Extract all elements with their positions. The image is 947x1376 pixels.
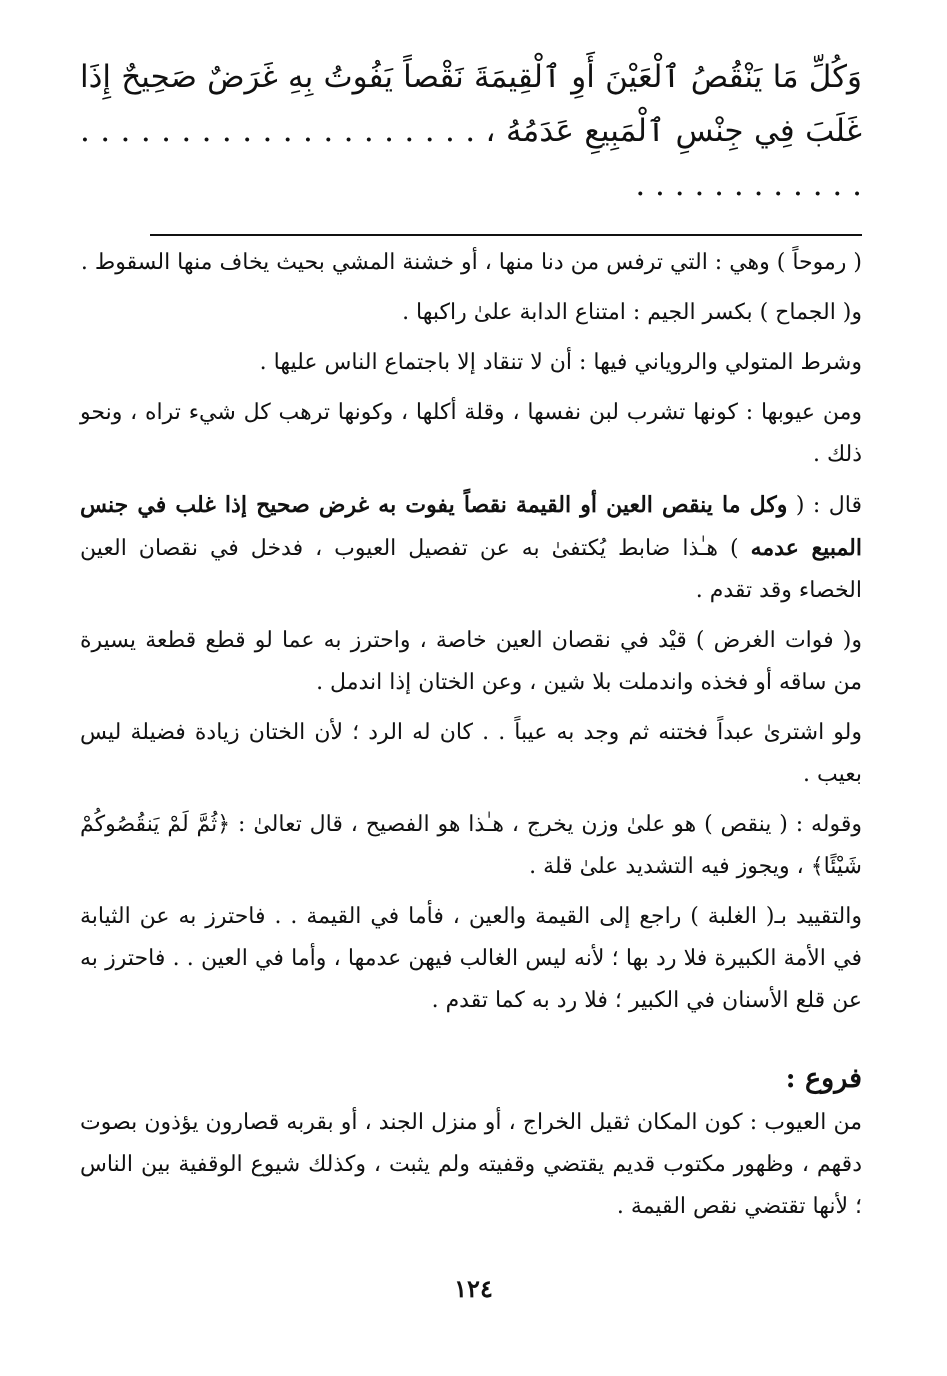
paragraph-5-explanation: ) هـٰذا ضابط يُكتفىٰ به عن تفصيل العيوب ، فدخل في نقصان العين الخصاء وقد تقدم .	[80, 536, 862, 603]
quran-verse: ﴿ثُمَّ لَمْ يَنقُصُوكُمْ شَيْئًا﴾	[80, 812, 862, 879]
page-body	[80, 50, 862, 1236]
paragraph-8-ending: ، ويجوز فيه التشديد علىٰ قلة .	[529, 854, 811, 879]
quoted-main-text: وكل ما ينقص العين أو القيمة نقصاً يفوت به غرض صحيح إذا غلب في جنس المبيع عدمه	[80, 492, 862, 561]
commentary-paragraph-8	[80, 804, 862, 888]
main-text-dots: . . . . . . . . . . . . . . . . . . . . . . . . . . . . . . . .	[80, 113, 862, 203]
commentary-paragraph-5	[80, 484, 862, 612]
commentary-paragraph-6: و( فوات الغرض ) قيْد في نقصان العين خاصة ، واحترز به عما لو قطع قطعة يسيرة من ساقه أو فخذه واندملت بلا شين ، وعن الختان إذا اندمل .	[80, 628, 862, 695]
main-text-content: وَكُلِّ مَا يَنْقُصُ ٱلْعَيْنَ أَوِ ٱلْقِيمَةَ نَقْصاً يَفُوتُ بِهِ غَرَضٌ صَحِيحٌ إِذَا غَلَبَ فِي جِنْسِ ٱلْمَبِيعِ عَدَمُهُ ،	[80, 59, 863, 149]
commentary-paragraph-7: ولو اشترىٰ عبداً فختنه ثم وجد به عيباً . . كان له الرد ؛ لأن الختان زيادة فضيلة ليس بعيب .	[80, 720, 862, 787]
commentary-paragraph-2: و( الجماح ) بكسر الجيم : امتناع الدابة علىٰ راكبها .	[402, 300, 862, 325]
branches-heading: فروع :	[785, 1063, 862, 1094]
paragraph-8-intro: وقوله : ( ينقص ) هو علىٰ وزن يخرج ، هـٰذا هو الفصيح ، قال تعالىٰ :	[230, 812, 862, 837]
commentary-paragraph-4: ومن عيوبها : كونها تشرب لبن نفسها ، وقلة أكلها ، وكونها ترهب كل شيء تراه ، ونحو ذلك .	[80, 400, 862, 467]
commentary-paragraph-1: ( رموحاً ) وهي : التي ترفس من دنا منها ، أو خشنة المشي بحيث يخاف منها السقوط .	[80, 250, 862, 275]
commentary-separator	[150, 234, 862, 236]
main-text	[80, 50, 862, 212]
commentary-paragraph-3: وشرط المتولي والروياني فيها : أن لا تنقاد إلا باجتماع الناس عليها .	[259, 350, 862, 375]
branches-paragraph: من العيوب : كون المكان ثقيل الخراج ، أو منزل الجند ، أو بقربه قصارون يؤذون بصوت دقهم ، وظهور مكتوب قديم يقتضي وقفيته ولم يثبت ، وكذلك شيوع الوقفية بين الناس ؛ لأنها تقتضي نقص القيمة .	[80, 1110, 862, 1219]
page-number: ١٢٤	[454, 1274, 493, 1303]
commentary-paragraph-9: والتقييد بـ( الغلبة ) راجع إلى القيمة والعين ، فأما في القيمة . . فاحترز به عن الثيابة في الأمة الكبيرة فلا رد بها ؛ لأنه ليس الغالب فيهن عدمها ، وأما في العين . . فاحترز به عن قلع الأسنان في الكبير ؛ فلا رد به كما تقدم .	[80, 904, 862, 1013]
paragraph-5-intro: قال : (	[787, 493, 862, 518]
